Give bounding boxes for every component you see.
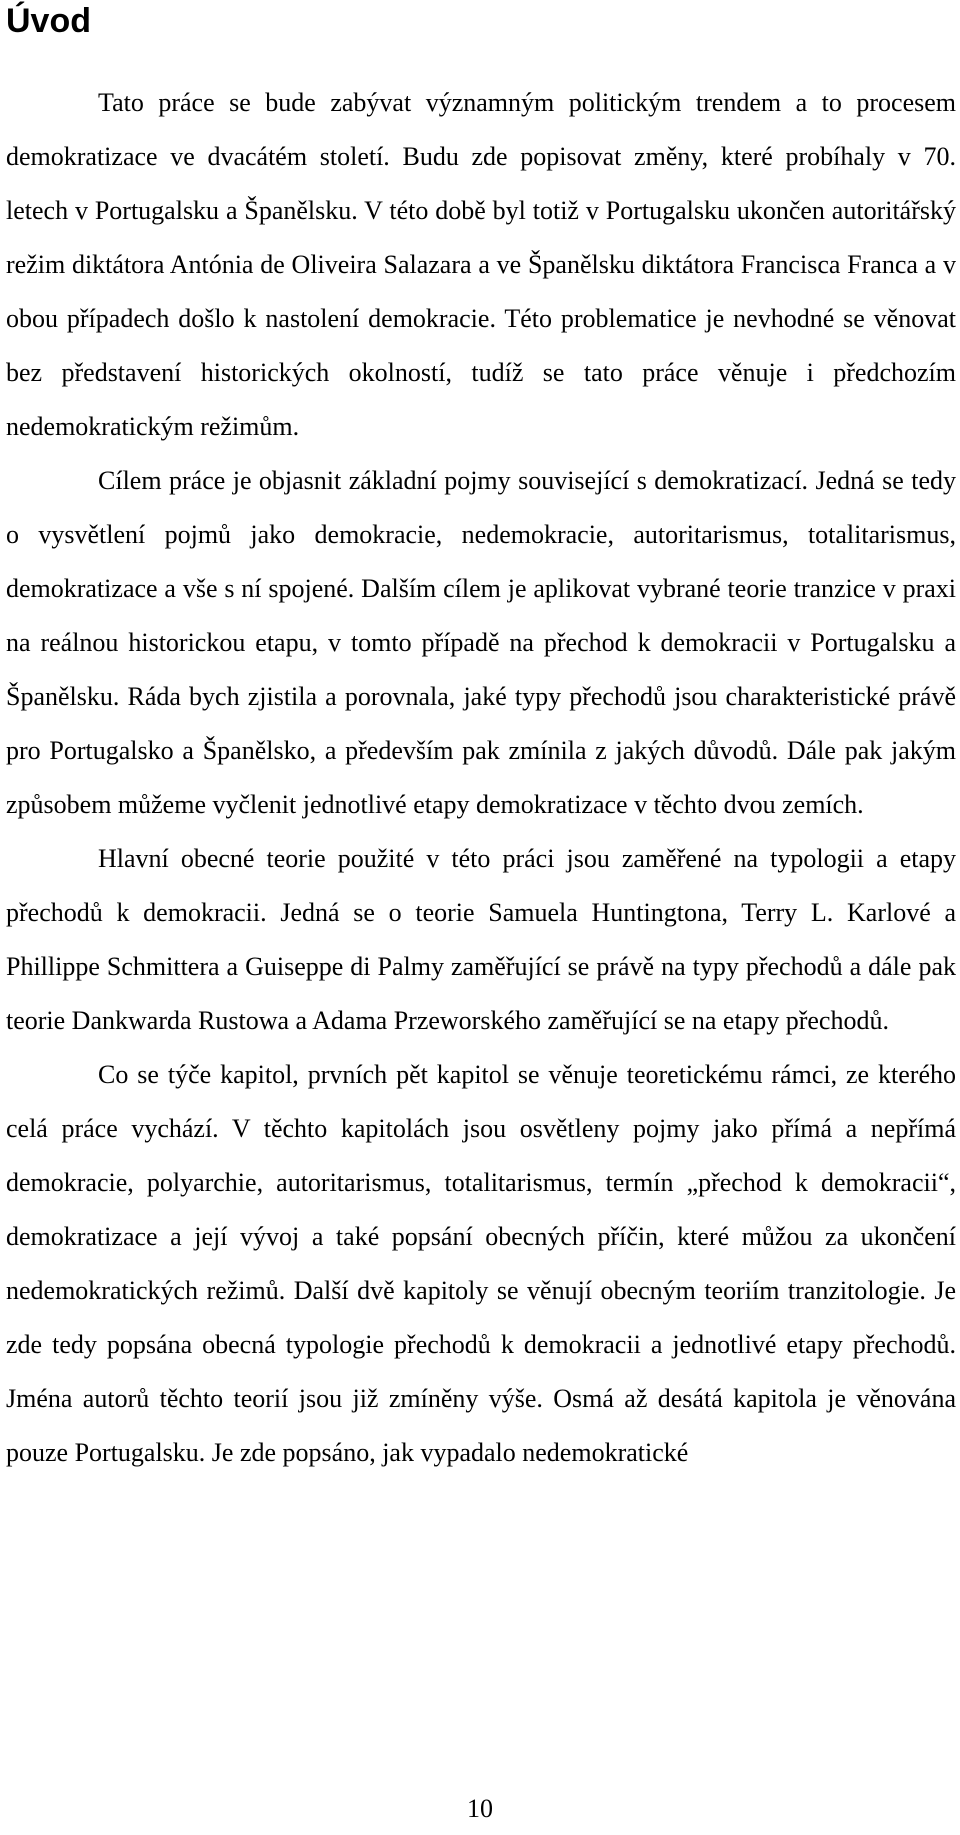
paragraph-theories: Hlavní obecné teorie použité v této práci jsou zaměřené na typologii a etapy přechodů k demokracii. Jedná se o teorie Samuela Huntingtona, Terry L. Karlové a Phillippe Schmittera a Guiseppe di Palmy zaměřující se právě na typy přechodů a dále pak teorie Dankwarda Rustowa a Adama Przeworského zaměřující se na etapy přechodů.	[6, 844, 956, 1035]
page-number: 10	[467, 1794, 493, 1823]
section-heading: Úvod	[6, 2, 91, 40]
paragraph-intro: Tato práce se bude zabývat významným politickým trendem a to procesem demokratizace ve dvacátém století. Budu zde popisovat změny, které probíhaly v 70. letech v Portugalsku a Španělsku. V této době byl totiž v Portugalsku ukončen autoritářský režim diktátora Antónia de Oliveira Salazara a ve Španělsku diktátora Francisca Franca a v obou případech došlo k nastolení demokracie. Této problematice je nevhodné se věnovat bez představení historických okolností, tudíž se tato práce věnuje i předchozím nedemokratickým režimům.	[6, 88, 956, 441]
paragraph-goals: Cílem práce je objasnit základní pojmy související s demokratizací. Jedná se tedy o vysvětlení pojmů jako demokracie, nedemokracie, autoritarismus, totalitarismus, demokratizace a vše s ní spojené. Dalším cílem je aplikovat vybrané teorie tranzice v praxi na reálnou historickou etapu, v tomto případě na přechod k demokracii v Portugalsku a Španělsku. Ráda bych zjistila a porovnala, jaké typy přechodů jsou charakteristické právě pro Portugalsko a Španělsko, a především pak zmínila z jakých důvodů. Dále pak jakým způsobem můžeme vyčlenit jednotlivé etapy demokratizace v těchto dvou zemích.	[6, 466, 956, 819]
document-body	[6, 76, 956, 1480]
paragraph-chapters: Co se týče kapitol, prvních pět kapitol se věnuje teoretickému rámci, ze kterého celá práce vychází. V těchto kapitolách jsou osvětleny pojmy jako přímá a nepřímá demokracie, polyarchie, autoritarismus, totalitarismus, termín „přechod k demokracii“, demokratizace a její vývoj a také popsání obecných příčin, které můžou za ukončení nedemokratických režimů. Další dvě kapitoly se věnují obecným teoriím tranzitologie. Je zde tedy popsána obecná typologie přechodů k demokracii a jednotlivé etapy přechodů. Jména autorů těchto teorií jsou již zmíněny výše. Osmá až desátá kapitola je věnována pouze Portugalsku. Je zde popsáno, jak vypadalo nedemokratické	[6, 1060, 956, 1467]
